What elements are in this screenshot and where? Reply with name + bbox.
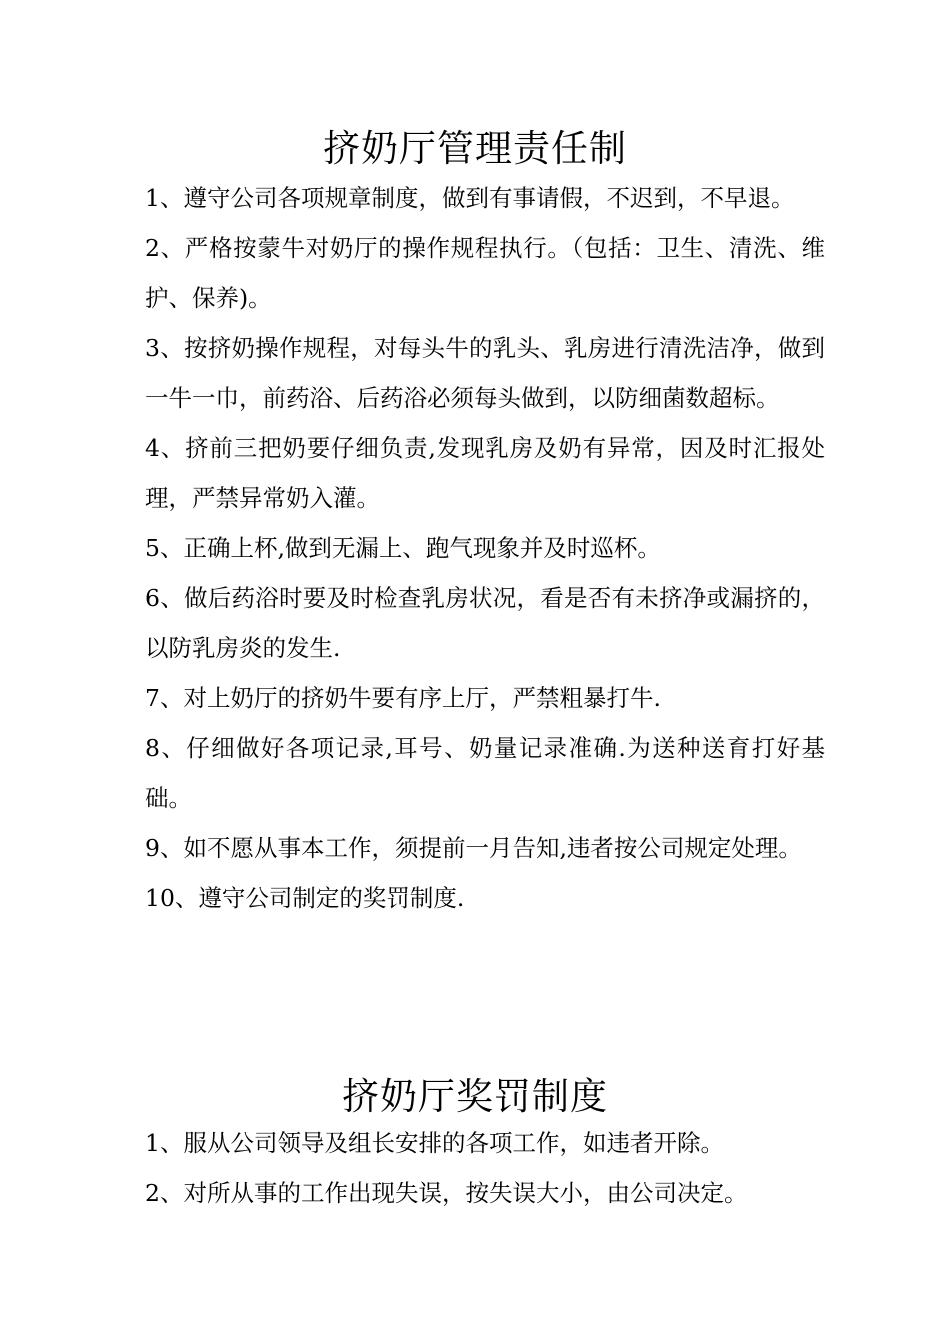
section-title-rewards: 挤奶厅奖罚制度 — [342, 1075, 608, 1118]
rule-item-10: 10、遵守公司制定的奖罚制度. — [145, 884, 465, 912]
section-title-responsibility: 挤奶厅管理责任制 — [323, 127, 627, 170]
rule-item-4: 4、挤前三把奶要仔细负责,发现乳房及奶有异常，因及时汇报处理，严禁异常奶入灌。 — [145, 434, 825, 512]
rewards-list — [145, 1118, 825, 1218]
responsibility-list — [145, 173, 825, 923]
rule-item-6: 6、做后药浴时要及时检查乳房状况，看是否有未挤净或漏挤的，以防乳房炎的发生. — [145, 584, 825, 662]
rule-item-2: 2、严格按蒙牛对奶厅的操作规程执行。（包括：卫生、清洗、维护、保养)。 — [145, 234, 825, 312]
rule-item-8: 8、仔细做好各项记录,耳号、奶量记录准确.为送种送育打好基础。 — [145, 734, 825, 812]
rule-item-1: 1、遵守公司各项规章制度，做到有事请假，不迟到，不早退。 — [145, 184, 795, 212]
reward-item-1: 1、服从公司领导及组长安排的各项工作，如违者开除。 — [145, 1129, 724, 1157]
rule-item-7: 7、对上奶厅的挤奶牛要有序上厅，严禁粗暴打牛. — [145, 684, 661, 712]
reward-item-2: 2、对所从事的工作出现失误，按失误大小，由公司决定。 — [145, 1179, 748, 1207]
rule-item-3: 3、按挤奶操作规程，对每头牛的乳头、乳房进行清洗洁净，做到一牛一巾，前药浴、后药浴必须每头做到，以防细菌数超标。 — [145, 334, 825, 412]
rule-item-9: 9、如不愿从事本工作，须提前一月告知,违者按公司规定处理。 — [145, 834, 802, 862]
rule-item-5: 5、正确上杯,做到无漏上、跑气现象并及时巡杯。 — [145, 534, 661, 562]
